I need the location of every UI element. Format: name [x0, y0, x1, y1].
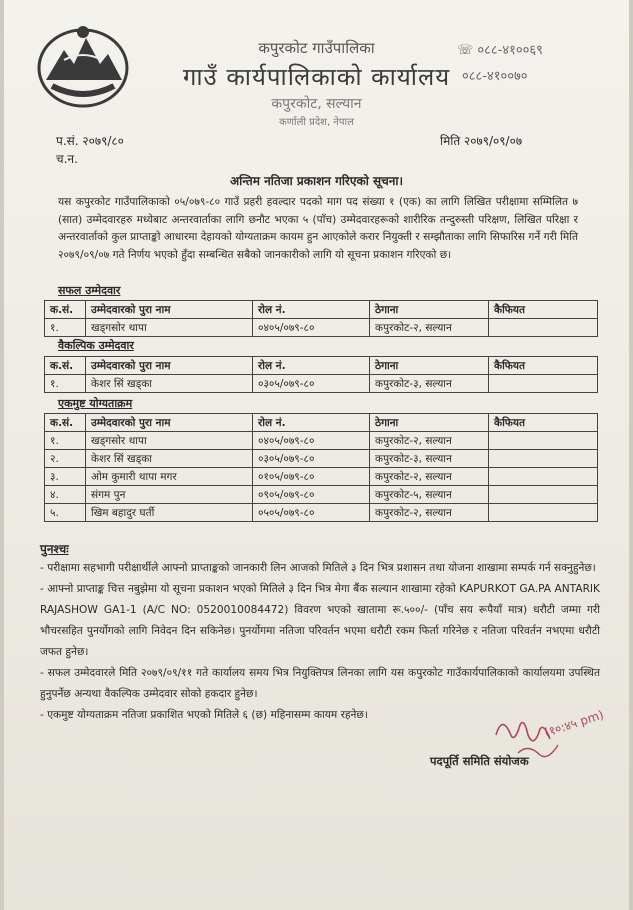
cell-sn: ४. [45, 486, 86, 504]
col-remarks: कैफियत [489, 301, 598, 319]
cell-address: कपुरकोट-२, सल्यान [370, 319, 489, 337]
cell-sn: १. [45, 432, 86, 450]
cell-roll: ०५०५/०७९-८० [253, 504, 370, 522]
cell-address: कपुरकोट-२, सल्यान [370, 432, 489, 450]
table-row [45, 504, 598, 522]
cell-remarks [489, 504, 598, 522]
cell-sn: १. [45, 319, 86, 337]
cell-roll: ०४०५/०७९-८० [253, 432, 370, 450]
note-item: - एकमुष्ट योग्यताक्रम नतिजा प्रकाशित भएको मितिले ६ (छ) महिनासम्म कायम रहनेछ। [40, 709, 368, 721]
col-address: ठेगाना [370, 414, 489, 432]
phone-number-2: ०८८-४१००७० [462, 69, 528, 84]
cell-roll: ०३०५/०७९-८० [253, 450, 370, 468]
note-item: - परीक्षामा सहभागी परीक्षार्थीले आफ्नो प्राप्ताङ्कको जानकारी लिन आजको मितिले ३ दिन भित्र प्रशासन तथा योजना शाखामा सम्पर्क गर्न सक्नुहुनेछ। [40, 562, 596, 574]
reference-number: प.सं. २०७९/८० [56, 134, 124, 148]
cell-sn: २. [45, 450, 86, 468]
cell-sn: ३. [45, 468, 86, 486]
cell-address: कपुरकोट-२, सल्यान [370, 504, 489, 522]
cell-name: खिम बहादुर घर्ती [86, 504, 253, 522]
phone-number-1: ☏ ०८८-४१००६९ [457, 43, 543, 58]
col-name: उम्मेदवारको पुरा नाम [86, 357, 253, 375]
cell-name: खड्गसोर थापा [86, 432, 253, 450]
municipality-name: कपुरकोट गाउँपालिका [258, 39, 375, 57]
col-sn: क.सं. [45, 301, 86, 319]
cell-address: कपुरकोट-३, सल्यान [370, 450, 489, 468]
cell-remarks [489, 450, 598, 468]
table-row [45, 450, 598, 468]
signer-title: पदपूर्ति समिति संयोजक [430, 754, 529, 768]
table-row [45, 319, 598, 337]
alternate-section-title: वैकल्पिक उम्मेदवार [58, 339, 134, 352]
table-header-row [45, 414, 598, 432]
col-remarks: कैफियत [489, 414, 598, 432]
cell-remarks [489, 486, 598, 504]
col-roll: रोल नं. [253, 414, 370, 432]
table-row [45, 375, 598, 393]
col-name: उम्मेदवारको पुरा नाम [86, 301, 253, 319]
document-date: मिति २०७९/०९/०७ [440, 134, 523, 148]
note-item: - आफ्नो प्राप्ताङ्क चित्त नबुझेमा यो सूचना प्रकाशन भएको मितिले ३ दिन भित्र मेगा बैंक सल्यान शाखामा रहेको KAPURKOT GA.PA ANTARIK RAJASHOW GA1-1 (A/C NO: 0520010084472) विवरण भएको खातामा रू.५००/- (पाँच सय रूपैयाँ मात्र) धरौटी जम्मा गरी भौचरसहित पुनर्योगको लागि निवेदन दिन सकिनेछ। पुनर्योगमा नतिजा परिवर्तन भएमा धरौटी रकम फिर्ता गरिनेछ र नतिजा परिवर्तन नभएमा धरौटी जफत हुनेछ। [40, 583, 600, 658]
dispatch-number: च.न. [56, 152, 78, 166]
table-header-row [45, 357, 598, 375]
col-roll: रोल नं. [253, 357, 370, 375]
cell-name: खड्गसोर थापा [86, 319, 253, 337]
cell-remarks [489, 319, 598, 337]
col-sn: क.सं. [45, 357, 86, 375]
cell-name: ओम कुमारी थापा मगर [86, 468, 253, 486]
successful-section-title: सफल उम्मेदवार [58, 284, 121, 297]
merit-section-title: एकमुष्ट योग्यताक्रम [58, 397, 133, 410]
postscript-title: पुनश्चः [40, 542, 69, 556]
col-sn: क.सं. [45, 414, 86, 432]
cell-roll: ०४०५/०७९-८० [253, 319, 370, 337]
note-item: - सफल उम्मेदवारले मिति २०७९/०९/११ गते कार्यालय समय भित्र नियुक्तिपत्र लिनका लागि यस कपुरकोट गाउँकार्यपालिकाको कार्यालयमा उपस्थित हुनुपर्नेछ अन्यथा वैकल्पिक उम्मेदवार सोको हकदार हुनेछ। [40, 667, 600, 700]
cell-address: कपुरकोट-३, सल्यान [370, 375, 489, 393]
cell-name: संगम पुन [86, 486, 253, 504]
table-row [45, 468, 598, 486]
notice-subject: अन्तिम नतिजा प्रकाशन गरिएको सूचना। [229, 174, 404, 188]
table-header-row [45, 301, 598, 319]
office-title: गाउँ कार्यपालिकाको कार्यालय [182, 63, 451, 91]
cell-name: केशर सिं खड्का [86, 375, 253, 393]
signature-time: (१०:४५ pm) [542, 707, 606, 740]
table-row [45, 432, 598, 450]
col-address: ठेगाना [370, 357, 489, 375]
cell-sn: १. [45, 375, 86, 393]
cell-roll: ०९०५/०७९-८० [253, 486, 370, 504]
col-name: उम्मेदवारको पुरा नाम [86, 414, 253, 432]
cell-remarks [489, 432, 598, 450]
cell-roll: ०१०५/०७९-८० [253, 468, 370, 486]
cell-name: केशर सिं खड्का [86, 450, 253, 468]
office-location: कपुरकोट, सल्यान [271, 96, 362, 112]
cell-remarks [489, 468, 598, 486]
cell-address: कपुरकोट-२, सल्यान [370, 468, 489, 486]
cell-address: कपुरकोट-५, सल्यान [370, 486, 489, 504]
cell-sn: ५. [45, 504, 86, 522]
col-roll: रोल नं. [253, 301, 370, 319]
merit-table [44, 413, 598, 522]
notice-intro: यस कपुरकोट गाउँपालिकाको ०५/०७९-८० गाउँ प्रहरी हवल्दार पदको माग पद संख्या १ (एक) का लागि लिखित परीक्षामा सम्मिलित ७ (सात) उम्मेदवारहरु मध्येबाट अन्तरवार्ताका लागि छनौट भएका ५ (पाँच) उम्मेदवारहरूको शारीरिक तन्दुरुस्ती परिक्षण, लिखित परिक्षा र अन्तरवार्ताको कुल प्राप्ताङ्को आधारमा देहायको योग्यताक्रम कायम हुन आएकोले करार नियुक्ती र सम्झौताका लागि सिफारिस गर्ने गरी मिति २०७९/०९/०७ गते निर्णय भएको हुँदा सम्बन्धित सबैको जानकारीको लागि यो सूचना प्रकाशन गरिएको छ। [58, 196, 578, 261]
alternate-table [44, 356, 598, 393]
cell-remarks [489, 375, 598, 393]
col-address: ठेगाना [370, 301, 489, 319]
successful-table [44, 300, 598, 337]
province-line: कर्णाली प्रदेश, नेपाल [279, 117, 354, 128]
col-remarks: कैफियत [489, 357, 598, 375]
table-row [45, 486, 598, 504]
cell-roll: ०३०५/०७९-८० [253, 375, 370, 393]
